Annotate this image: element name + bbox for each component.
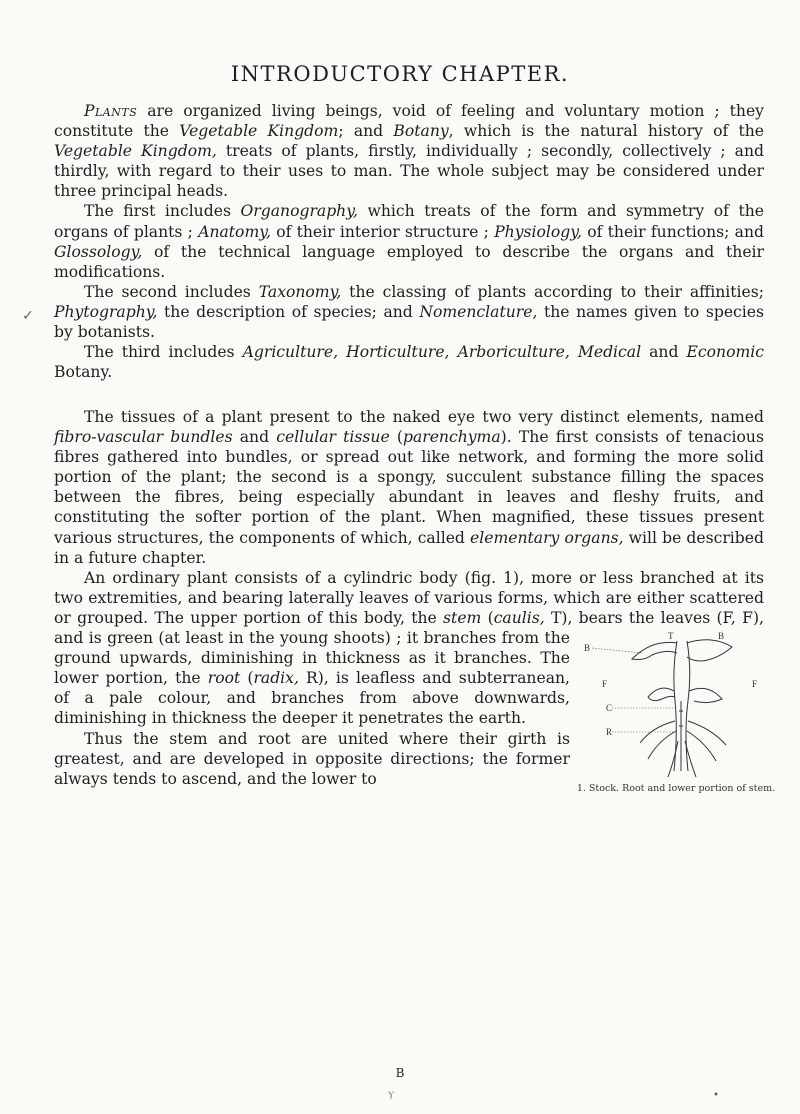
paragraph-1: Plants are organized living beings, void of feeling and voluntary motion ; they constitute the Vegetable Kingdom; and Botany, which is the natural history of the Vegetable Kingdom, treats of plants, firstly, individually ; secondly, collectively ; and thirdly, with regard to their uses to man. The whole subject may be considered under three principal heads.	[54, 102, 765, 201]
stray-dot: •	[713, 1090, 719, 1101]
figure-label-r: R	[606, 727, 613, 737]
paragraph-2: The first includes Organography, which treats of the form and symmetry of the organs of plants ; Anatomy, of their interior structure ; Physiology, of their functions; and Glossology, of the technical language employed to describe the organs and their modifications.	[54, 202, 764, 281]
figure-caption: 1. Stock. Root and lower portion of stem.	[576, 783, 776, 794]
paragraph-6: An ordinary plant consists of a cylindric body (fig. 1), more or less branched at its two extremities, and bearing laterally leaves of various forms, which are either scattered or grouped. The upper portion of this body, the stem (caulis, T), bears the leaves (F, F), and is green (at least in the young shoots) ; it branches from the ground upwards, diminishing in thickness as it branches. The lower portion, the root (radix, R), is leafless and subterranean, of a pale colour, and branches from above downwards, diminishing in thickness the deeper it penetrates the earth.	[54, 568, 764, 728]
signature-mark: B	[395, 1066, 405, 1080]
figure-label-b: B	[584, 643, 591, 653]
figure-1	[576, 631, 776, 1013]
figure-label-t: T	[668, 631, 674, 641]
margin-pencil-mark: ✓	[22, 308, 34, 324]
figure-label-f-right: F	[752, 679, 758, 689]
intro-text	[54, 101, 764, 382]
stray-pencil-mark: ⲩ	[388, 1086, 395, 1100]
wrapped-text-flow	[54, 407, 776, 1013]
paragraph-7: Thus the stem and root are united where their girth is greatest, and are developed in opposite directions; the former always tends to ascend, and the lower to	[54, 729, 570, 788]
paragraph-3: The second includes Taxonomy, the classing of plants according to their affinities; Phytography, the description of species; and Nomenclature, the names given to species by botanists.	[54, 282, 764, 342]
figure-label-b-right: B	[718, 631, 725, 641]
figure-label-f-left: F	[602, 679, 608, 689]
plant-stock-illustration	[582, 631, 772, 781]
figure-label-c: C	[606, 703, 613, 713]
paragraph-4: The third includes Agriculture, Horticulture, Arboriculture, Medical and Economic Botany.	[54, 343, 764, 382]
chapter-heading: INTRODUCTORY CHAPTER.	[230, 62, 570, 86]
paragraph-5: The tissues of a plant present to the naked eye two very distinct elements, named fibro-vascular bundles and cellular tissue (parenchyma). The first consists of tenacious fibres gathered into bundles, or spread out like network, and forming the more solid portion of the plant; the second is a spongy, succulent substance filling the spaces between the fibres, being especially abundant in leaves and fleshy fruits, and constituting the softer portion of the plant. When magnified, these tissues present various structures, the components of which, called elementary organs, will be described in a future chapter.	[54, 408, 764, 567]
